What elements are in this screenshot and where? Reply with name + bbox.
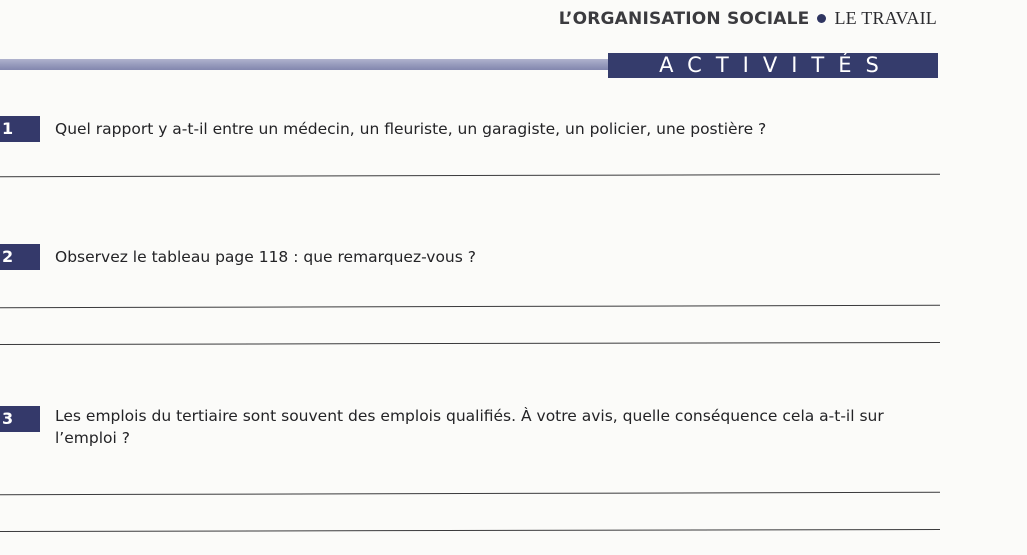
activity-number-3: 3 — [0, 406, 40, 432]
decorative-rule — [0, 59, 608, 70]
section-title: L’ORGANISATION SOCIALE — [558, 9, 810, 29]
activity-question-1: Quel rapport y a-t-il entre un médecin, un fleuriste, un garagiste, un policier, une postière ? — [55, 120, 767, 138]
bullet-dot-icon — [817, 14, 826, 23]
activity-question-2: Observez le tableau page 118 : que remarquez-vous ? — [55, 248, 476, 266]
answer-line-3a — [0, 492, 940, 495]
page-header — [559, 8, 937, 32]
activity-number-2: 2 — [0, 244, 40, 270]
answer-line-1a — [0, 174, 940, 177]
activity-question-3: Les emplois du tertiaire sont souvent des emplois qualifiés. À votre avis, quelle conséquence cela a-t-il sur l’emploi ? — [55, 407, 884, 447]
answer-line-3b — [0, 529, 940, 532]
chapter-title: LE TRAVAIL — [834, 8, 937, 28]
answer-line-2a — [0, 305, 940, 308]
activities-banner: ACTIVITÉS — [608, 53, 938, 78]
activity-number-1: 1 — [0, 116, 40, 142]
answer-line-2b — [0, 342, 940, 345]
